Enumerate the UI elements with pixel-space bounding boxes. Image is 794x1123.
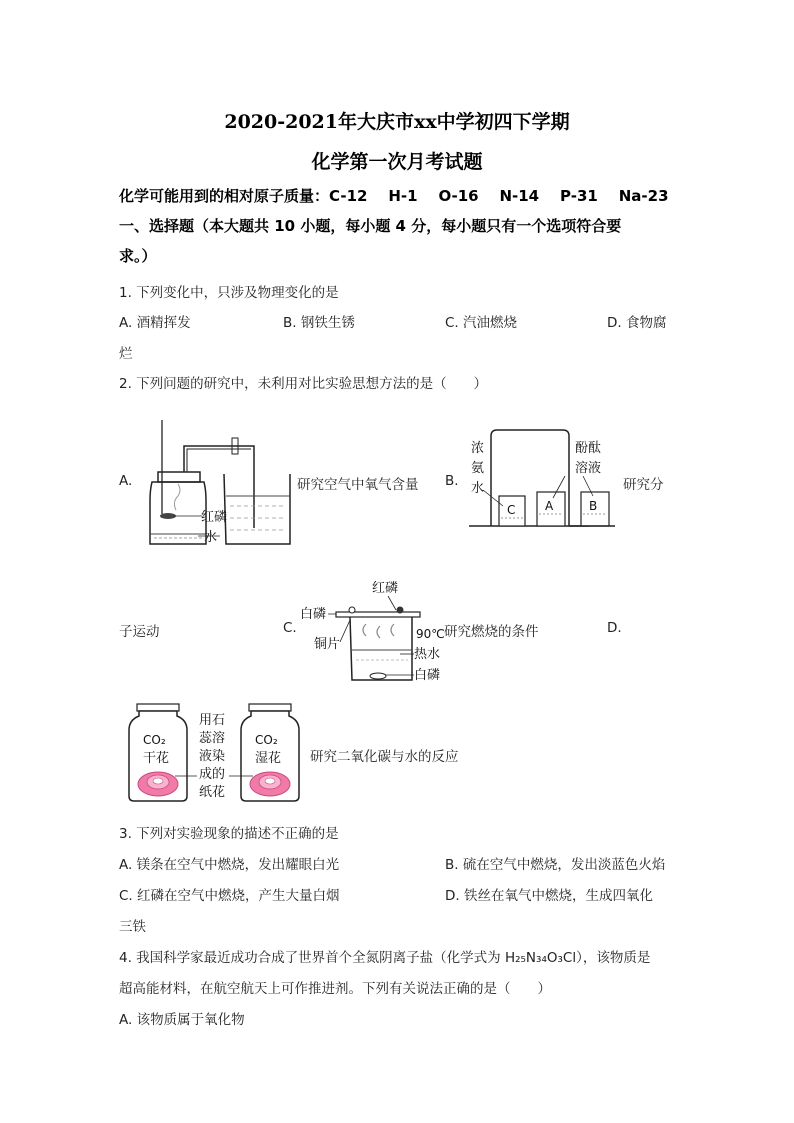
copper-plate bbox=[336, 612, 420, 617]
q4-stem-line2: 超高能材料，在航空航天上可作推进剂。下列有关说法正确的是（ ） bbox=[119, 981, 551, 997]
q2-option-a-label: A. bbox=[119, 473, 133, 489]
label-water: 水 bbox=[204, 530, 218, 545]
red-phosphorus-dot bbox=[397, 607, 404, 614]
q2-option-c-label: C. bbox=[283, 620, 297, 636]
q2-option-b-cont: 子运动 bbox=[119, 624, 160, 640]
gas-bottle bbox=[150, 482, 206, 544]
water-beaker bbox=[224, 474, 290, 544]
q3-option-d-cont: 三铁 bbox=[119, 919, 146, 935]
jar-right-lid bbox=[249, 704, 291, 711]
q4-option-a: A. 该物质属于氧化物 bbox=[119, 1012, 245, 1028]
label-dry-flower: 干花 bbox=[143, 751, 170, 766]
co2-left: CO₂ bbox=[143, 733, 166, 747]
q1-stem: 1. 下列变化中，只涉及物理变化的是 bbox=[119, 285, 339, 301]
atomic-masses: 化学可能用到的相对原子质量：C-12 H-1 O-16 N-14 P-31 Na-23 bbox=[119, 187, 669, 205]
section-heading: 一、选择题（本大题共 10 小题，每小题 4 分，每小题只有一个选项符合要 bbox=[119, 217, 622, 235]
q2-figure-a bbox=[140, 410, 292, 552]
q3-option-a: A. 镁条在空气中燃烧，发出耀眼白光 bbox=[119, 857, 340, 873]
q2-option-c-text: 研究燃烧的条件 bbox=[444, 624, 539, 640]
label-white-phosphorus-bottom: 白磷 bbox=[414, 668, 441, 683]
q1-option-d-cont: 烂 bbox=[119, 346, 133, 362]
red-phosphorus-spoon bbox=[160, 513, 176, 519]
co2-right: CO₂ bbox=[255, 733, 278, 747]
label-ammonia-1: 浓 bbox=[471, 441, 485, 456]
note-line-5: 纸花 bbox=[199, 785, 226, 800]
note-line-2: 蕊溶 bbox=[199, 731, 226, 746]
label-copper: 铜片 bbox=[314, 637, 341, 652]
note-line-1: 用石 bbox=[199, 713, 226, 728]
label-hot-water: 热水 bbox=[414, 647, 441, 662]
q2-option-d-text: 研究二氧化碳与水的反应 bbox=[310, 749, 459, 765]
q3-option-b: B. 硫在空气中燃烧，发出淡蓝色火焰 bbox=[445, 857, 666, 873]
q2-figure-b bbox=[465, 426, 620, 531]
beaker-b-label: B bbox=[589, 499, 598, 513]
beaker-a-label: A bbox=[545, 499, 554, 513]
q2-stem: 2. 下列问题的研究中，未利用对比实验思想方法的是（ ） bbox=[119, 376, 488, 392]
label-temperature: 90℃ bbox=[416, 627, 445, 641]
label-ammonia-2: 氨 bbox=[471, 461, 485, 476]
exam-title: 2020-2021年大庆市xx中学初四下学期 bbox=[224, 111, 570, 133]
q2-option-a-text: 研究空气中氧气含量 bbox=[297, 477, 419, 493]
q1-option-b: B. 钢铁生锈 bbox=[283, 315, 355, 331]
label-wet-flower: 湿花 bbox=[255, 751, 282, 766]
label-phenol-2: 溶液 bbox=[575, 461, 602, 476]
note-line-4: 成的 bbox=[199, 767, 226, 782]
note-line-3: 液染 bbox=[199, 749, 226, 764]
q2-figure-c bbox=[300, 576, 445, 686]
q2-option-b-text: 研究分 bbox=[623, 477, 664, 493]
q2-option-d-label: D. bbox=[607, 620, 622, 636]
hot-water-beaker bbox=[350, 617, 412, 680]
q3-option-c: C. 红磷在空气中燃烧，产生大量白烟 bbox=[119, 888, 340, 904]
exam-subtitle: 化学第一次月考试题 bbox=[311, 151, 483, 173]
label-red-phosphorus: 红磷 bbox=[201, 510, 228, 525]
q1-option-c: C. 汽油燃烧 bbox=[445, 315, 518, 331]
bottle-stopper bbox=[158, 472, 200, 482]
label-red-phosphorus-c: 红磷 bbox=[372, 581, 399, 596]
jar-left-lid bbox=[137, 704, 179, 711]
label-phenol-1: 酚酞 bbox=[575, 441, 602, 456]
label-white-phosphorus-top: 白磷 bbox=[300, 607, 327, 622]
q3-stem: 3. 下列对实验现象的描述不正确的是 bbox=[119, 826, 339, 842]
submerged-white-phosphorus bbox=[370, 673, 386, 679]
q2-figure-d bbox=[125, 700, 310, 806]
q4-stem-line1: 4. 我国科学家最近成功合成了世界首个全氮阴离子盐（化学式为 H₂₅N₃₄O₃Cl），该物质是 bbox=[119, 950, 651, 966]
q1-option-d: D. 食物腐 bbox=[607, 315, 667, 331]
q1-option-a: A. 酒精挥发 bbox=[119, 315, 191, 331]
label-ammonia-3: 水 bbox=[471, 481, 485, 496]
beaker-c-label: C bbox=[507, 503, 516, 517]
q3-option-d: D. 铁丝在氧气中燃烧，生成四氧化 bbox=[445, 888, 653, 904]
white-phosphorus-dot bbox=[349, 607, 355, 613]
section-heading-cont: 求。） bbox=[119, 247, 157, 265]
q2-option-b-label: B. bbox=[445, 473, 459, 489]
